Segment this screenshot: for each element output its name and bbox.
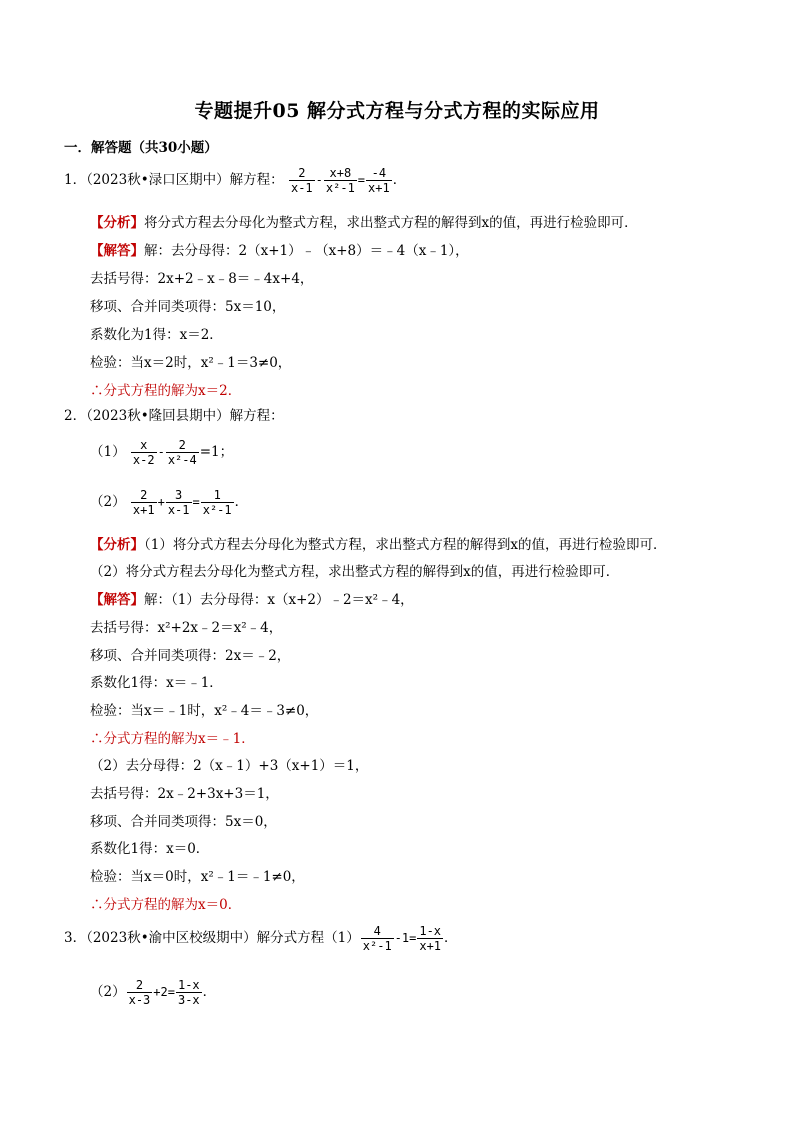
fraction: $\frac{1-x}{3-x}$	[177, 978, 200, 1007]
fraction: $\frac{1}{\text{x²-1}}$	[202, 488, 232, 517]
solution-step: 去括号得：x²+2x﹣2＝x²﹣4，	[90, 620, 283, 636]
answer-line: （2）去分母得：2（x﹣1）+3（x+1）＝1，	[90, 758, 369, 774]
answer-tag: 【解答】	[90, 592, 144, 608]
analysis-line: （2）将分式方程去分母化为整式方程，求出整式方程的解得到x的值，再进行检验即可．	[90, 564, 620, 580]
fraction: $\frac{x}{x-2}$	[132, 438, 155, 467]
section-heading: 一．解答题（共30小题）	[64, 140, 218, 156]
solution-step: 移项、合并同类项得：2x＝﹣2，	[90, 648, 291, 664]
solution-step: 检验：当x＝﹣1时，x²﹣4＝﹣3≠0，	[90, 703, 319, 719]
fraction: $\frac{3}{x-1}$	[167, 488, 190, 517]
answer-tag: 【解答】	[90, 243, 144, 259]
solution-step: 系数化1得：x＝0．	[90, 841, 210, 857]
question-2-part-2: （2） $\frac{2}{x+1}$ + $\frac{3}{x-1}$ = $\frac{1}{\text{x²-1}}$ ．	[90, 488, 249, 517]
solution-step: 去括号得：2x+2﹣x﹣8＝﹣4x+4，	[90, 271, 314, 287]
question-source: （2023秋•渝中区校级期中）解分式方程（1）	[86, 930, 360, 946]
fraction: $\frac{1-x}{x+1}$	[419, 924, 442, 953]
question-3-part-2: （2） $\frac{2}{x-3}$ +2= $\frac{1-x}{3-x}$ ．	[90, 978, 217, 1007]
fraction: $\frac{4}{\text{x²-1}}$	[362, 924, 392, 953]
question-number: 1．	[64, 172, 87, 188]
solution-step: 去括号得：2x﹣2+3x+3＝1，	[90, 786, 279, 802]
fraction: $\frac{2}{x-1}$	[290, 166, 313, 195]
question-3-stem: 3．（2023秋•渝中区校级期中）解分式方程（1） $\frac{4}{\text{x²-1}}$ -1= $\frac{1-x}{x+1}$ ．	[64, 924, 458, 953]
analysis-tag: 【分析】	[90, 537, 144, 553]
conclusion: ∴分式方程的解为x＝2．	[90, 383, 242, 399]
conclusion: ∴分式方程的解为x＝0．	[90, 897, 242, 913]
fraction: $\frac{x+8}{\text{x²-1}}$	[325, 166, 355, 195]
solution-step: 检验：当x＝2时，x²﹣1＝3≠0，	[90, 355, 292, 371]
solution-step: 系数化1得：x＝﹣1．	[90, 675, 223, 691]
question-source: （2023秋•渌口区期中）解方程：	[86, 172, 284, 188]
analysis-tag: 【分析】	[90, 215, 144, 231]
fraction: $\frac{2}{x+1}$	[132, 488, 155, 517]
solution-step: 移项、合并同类项得：5x＝0，	[90, 814, 277, 830]
fraction: $\frac{2}{x-3}$	[128, 978, 151, 1007]
document-title: 专题提升05 解分式方程与分式方程的实际应用	[194, 100, 600, 122]
solution-step: 系数化为1得：x＝2．	[90, 327, 223, 343]
analysis-line: 【分析】（1）将分式方程去分母化为整式方程，求出整式方程的解得到x的值，再进行检验即可．	[90, 537, 667, 553]
solution-step: 移项、合并同类项得：5x＝10，	[90, 299, 286, 315]
question-2-stem	[64, 406, 284, 426]
question-2-part-1: （1） $\frac{x}{x-2}$ - $\frac{2}{\text{x²-4}}$ =1；	[90, 438, 234, 467]
answer-line: 【解答】解：（1）去分母得：x（x+2）﹣2＝x²﹣4，	[90, 592, 414, 608]
conclusion: ∴分式方程的解为x＝﹣1．	[90, 731, 255, 747]
question-number: 2．	[64, 408, 87, 424]
solution-step: 检验：当x＝0时，x²﹣1＝﹣1≠0，	[90, 869, 305, 885]
analysis-line: 【分析】将分式方程去分母化为整式方程，求出整式方程的解得到x的值，再进行检验即可．	[90, 215, 638, 231]
question-1-stem: 1．（2023秋•渌口区期中）解方程： $\frac{2}{x-1}$ - $\frac{x+8}{\text{x²-1}}$ = $\frac{-4}{x+1}$ ．	[64, 166, 407, 195]
fraction: $\frac{2}{\text{x²-4}}$	[167, 438, 197, 467]
fraction: $\frac{-4}{x+1}$	[368, 166, 390, 195]
answer-line: 【解答】解：去分母得：2（x+1）﹣（x+8）＝﹣4（x﹣1），	[90, 243, 469, 259]
question-number: 3．	[64, 930, 87, 946]
question-source: （2023秋•隆回县期中）解方程：	[86, 408, 284, 424]
